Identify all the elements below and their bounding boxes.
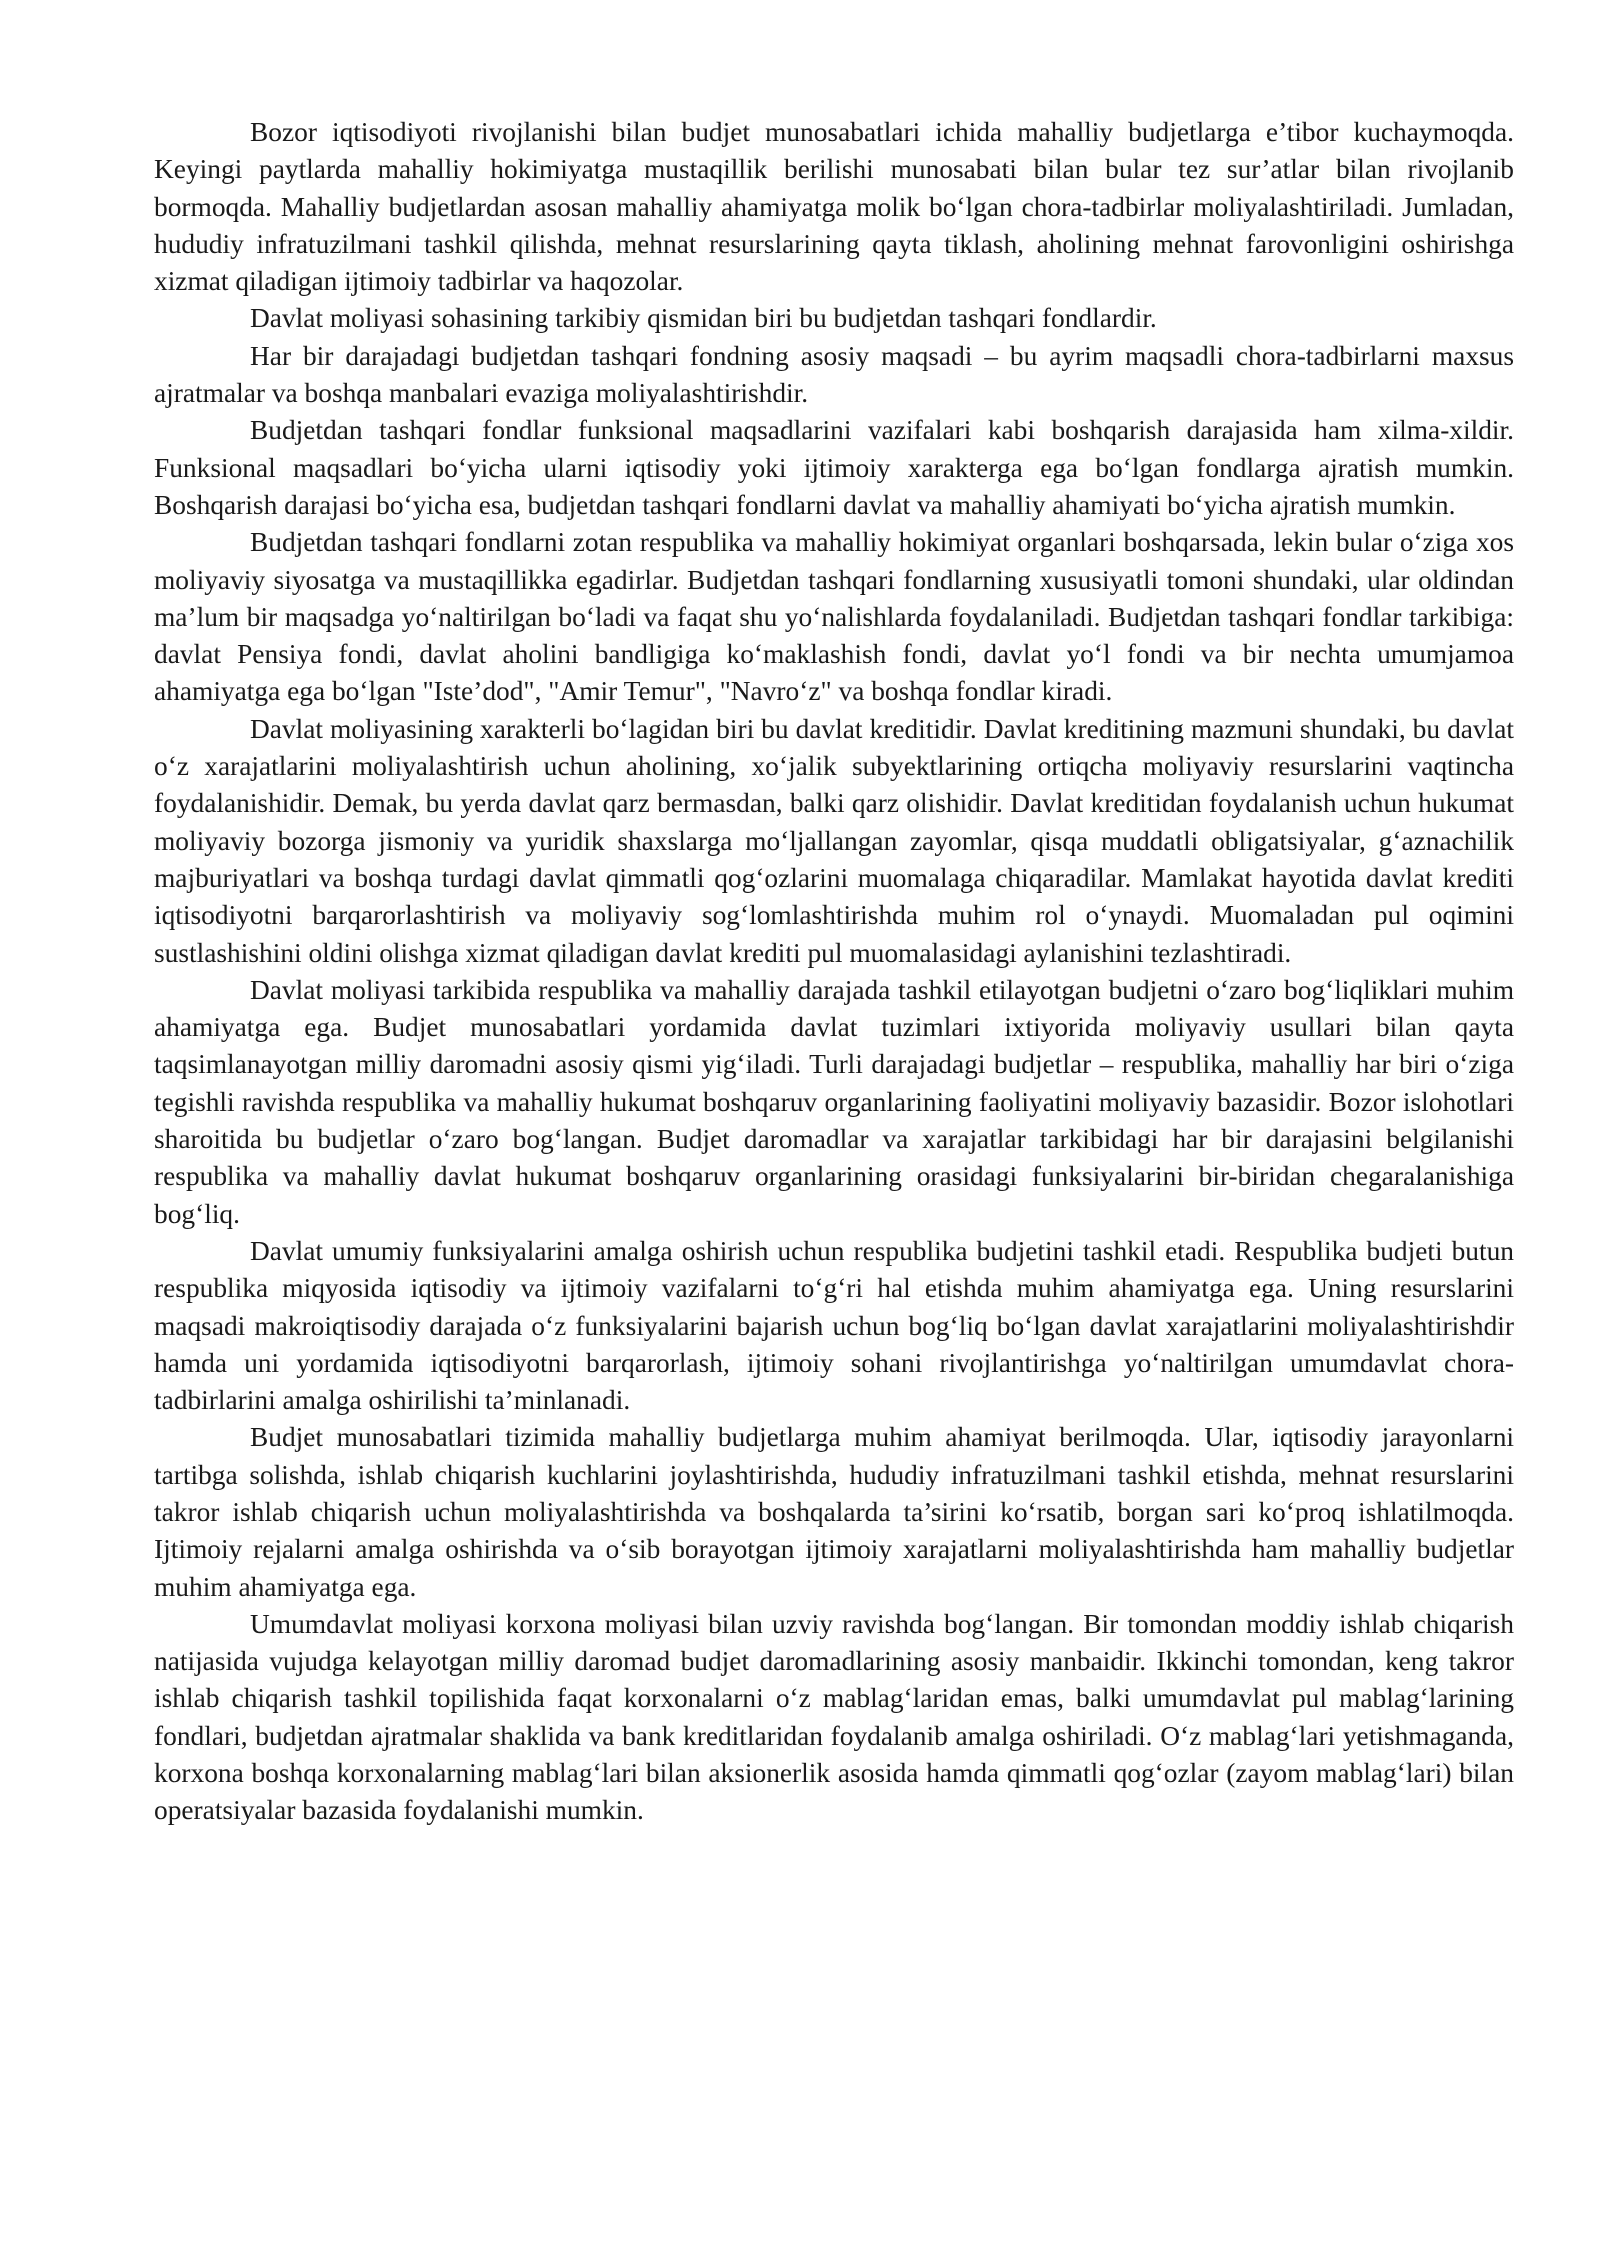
paragraph-10: Umumdavlat moliyasi korxona moliyasi bilan uzviy ravishda bog‘langan. Bir tomondan moddiy ishlab chiqarish natijasida vujudga kelayotgan milliy daromad budjet daromadlarining asosiy manbaidir. Ikkinchi tomondan, keng takror ishlab chiqarish tashkil topilishida faqat korxonalarni o‘z mablag‘laridan emas, balki umumdavlat pul mablag‘larining fondlari, budjetdan ajratmalar shaklida va bank kreditlaridan foydalanib amalga oshiriladi. O‘z mablag‘lari yetishmaganda, korxona boshqa korxonalarning mablag‘lari bilan aksionerlik asosida hamda qimmatli qog‘ozlar (zayom mablag‘lari) bilan operatsiyalar bazasida foydalanishi mumkin. [154, 1608, 1514, 1826]
paragraph-8: Davlat umumiy funksiyalarini amalga oshirish uchun respublika budjetini tashkil etadi. Respublika budjeti butun respublika miqyosida iqtisodiy va ijtimoiy vazifalarni to‘g‘ri hal etishda muhim ahamiyatga ega. Uning resurslarini maqsadi makroiqtisodiy darajada o‘z funksiyalarini bajarish uchun bog‘liq bo‘lgan davlat xarajatlarini moliyalashtirishdir hamda uni yordamida iqtisodiyotni barqarorlash, ijtimoiy sohani rivojlantirishga yo‘naltirilgan umumdavlat chora-tadbirlarini amalga oshirilishi ta’minlanadi. [154, 1235, 1514, 1416]
paragraph-2: Davlat moliyasi sohasining tarkibiy qismidan biri bu budjetdan tashqari fondlardir. [250, 303, 1157, 334]
paragraph-7: Davlat moliyasi tarkibida respublika va mahalliy darajada tashkil etilayotgan budjetni o‘zaro bog‘liqliklari muhim ahamiyatga ega. Budjet munosabatlari yordamida davlat tuzimlari ixtiyorida moliyaviy usullari bilan qayta taqsimlanayotgan milliy daromadni asosiy qismi yig‘iladi. Turli darajadagi budjetlar – respublika, mahalliy har biri o‘ziga tegishli ravishda respublika va mahalliy hukumat boshqaruv organlarining faoliyatini moliyaviy bazasidir. Bozor islohotlari sharoitida bu budjetlar o‘zaro bog‘langan. Budjet daromadlar va xarajatlar tarkibidagi har bir darajasini belgilanishi respublika va mahalliy davlat hukumat boshqaruv organlarining orasidagi funksiyalarini bir-biridan chegaralanishiga bog‘liq. [154, 974, 1514, 1229]
paragraph-3: Har bir darajadagi budjetdan tashqari fondning asosiy maqsadi – bu ayrim maqsadli chora-tadbirlarni maxsus ajratmalar va boshqa manbalari evaziga moliyalashtirishdir. [154, 340, 1514, 409]
paragraph-4: Budjetdan tashqari fondlar funksional maqsadlarini vazifalari kabi boshqarish darajasida ham xilma-xildir. Funksional maqsadlari bo‘yicha ularni iqtisodiy yoki ijtimoiy xarakterga ega bo‘lgan fondlarga ajratish mumkin. Boshqarish darajasi bo‘yicha esa, budjetdan tashqari fondlarni davlat va mahalliy ahamiyati bo‘yicha ajratish mumkin. [154, 415, 1514, 520]
paragraph-9: Budjet munosabatlari tizimida mahalliy budjetlarga muhim ahamiyat berilmoqda. Ular, iqtisodiy jarayonlarni tartibga solishda, ishlab chiqarish kuchlarini joylashtirishda, hududiy infratuzilmani tashkil etishda, mehnat resurslarini takror ishlab chiqarish uchun moliyalashtirishda va boshqalarda ta’sirini ko‘rsatib, borgan sari ko‘proq ishlatilmoqda. Ijtimoiy rejalarni amalga oshirishda va o‘sib borayotgan ijtimoiy xarajatlarni moliyalashtirishda ham mahalliy budjetlar muhim ahamiyatga ega. [154, 1422, 1514, 1602]
paragraph-5: Budjetdan tashqari fondlarni zotan respublika va mahalliy hokimiyat organlari boshqarsada, lekin bular o‘ziga xos moliyaviy siyosatga va mustaqillikka egadirlar. Budjetdan tashqari fondlarning xususiyatli tomoni shundaki, ular oldindan ma’lum bir maqsadga yo‘naltirilgan bo‘ladi va faqat shu yo‘nalishlarda foydalaniladi. Budjetdan tashqari fondlar tarkibiga: davlat Pensiya fondi, davlat aholini bandligiga ko‘maklashish fondi, davlat yo‘l fondi va bir nechta umumjamoa ahamiyatga ega bo‘lgan "Iste’dod", "Amir Temur", "Navro‘z" va boshqa fondlar kiradi. [154, 527, 1514, 707]
paragraph-1: Bozor iqtisodiyoti rivojlanishi bilan budjet munosabatlari ichida mahalliy budjetlarga e’tibor kuchaymoqda. Keyingi paytlarda mahalliy hokimiyatga mustaqillik berilishi munosabati bilan bular tez sur’atlar bilan rivojlanib bormoqda. Mahalliy budjetlardan asosan mahalliy ahamiyatga molik bo‘lgan chora-tadbirlar moliyalashtiriladi. Jumladan, hududiy infratuzilmani tashkil qilishda, mehnat resurslarining qayta tiklash, aholining mehnat farovonligini oshirishga xizmat qiladigan ijtimoiy tadbirlar va haqozolar. [154, 117, 1514, 297]
document-page [154, 114, 1514, 1830]
paragraph-6: Davlat moliyasining xarakterli bo‘lagidan biri bu davlat kreditidir. Davlat kreditining mazmuni shundaki, bu davlat o‘z xarajatlarini moliyalashtirish uchun aholining, xo‘jalik subyektlarining ortiqcha moliyaviy resurslarini vaqtincha foydalanishidir. Demak, bu yerda davlat qarz bermasdan, balki qarz olishidir. Davlat kreditidan foydalanish uchun hukumat moliyaviy bozorga jismoniy va yuridik shaxslarga mo‘ljallangan zayomlar, qisqa muddatli obligatsiyalar, g‘aznachilik majburiyatlari va boshqa turdagi davlat qimmatli qog‘ozlarini muomalaga chiqaradilar. Mamlakat hayotida davlat krediti iqtisodiyotni barqarorlashtirish va moliyaviy sog‘lomlashtirishda muhim rol o‘ynaydi. Muomaladan pul oqimini sustlashishini oldini olishga xizmat qiladigan davlat krediti pul muomalasidagi aylanishini tezlashtiradi. [154, 713, 1514, 968]
